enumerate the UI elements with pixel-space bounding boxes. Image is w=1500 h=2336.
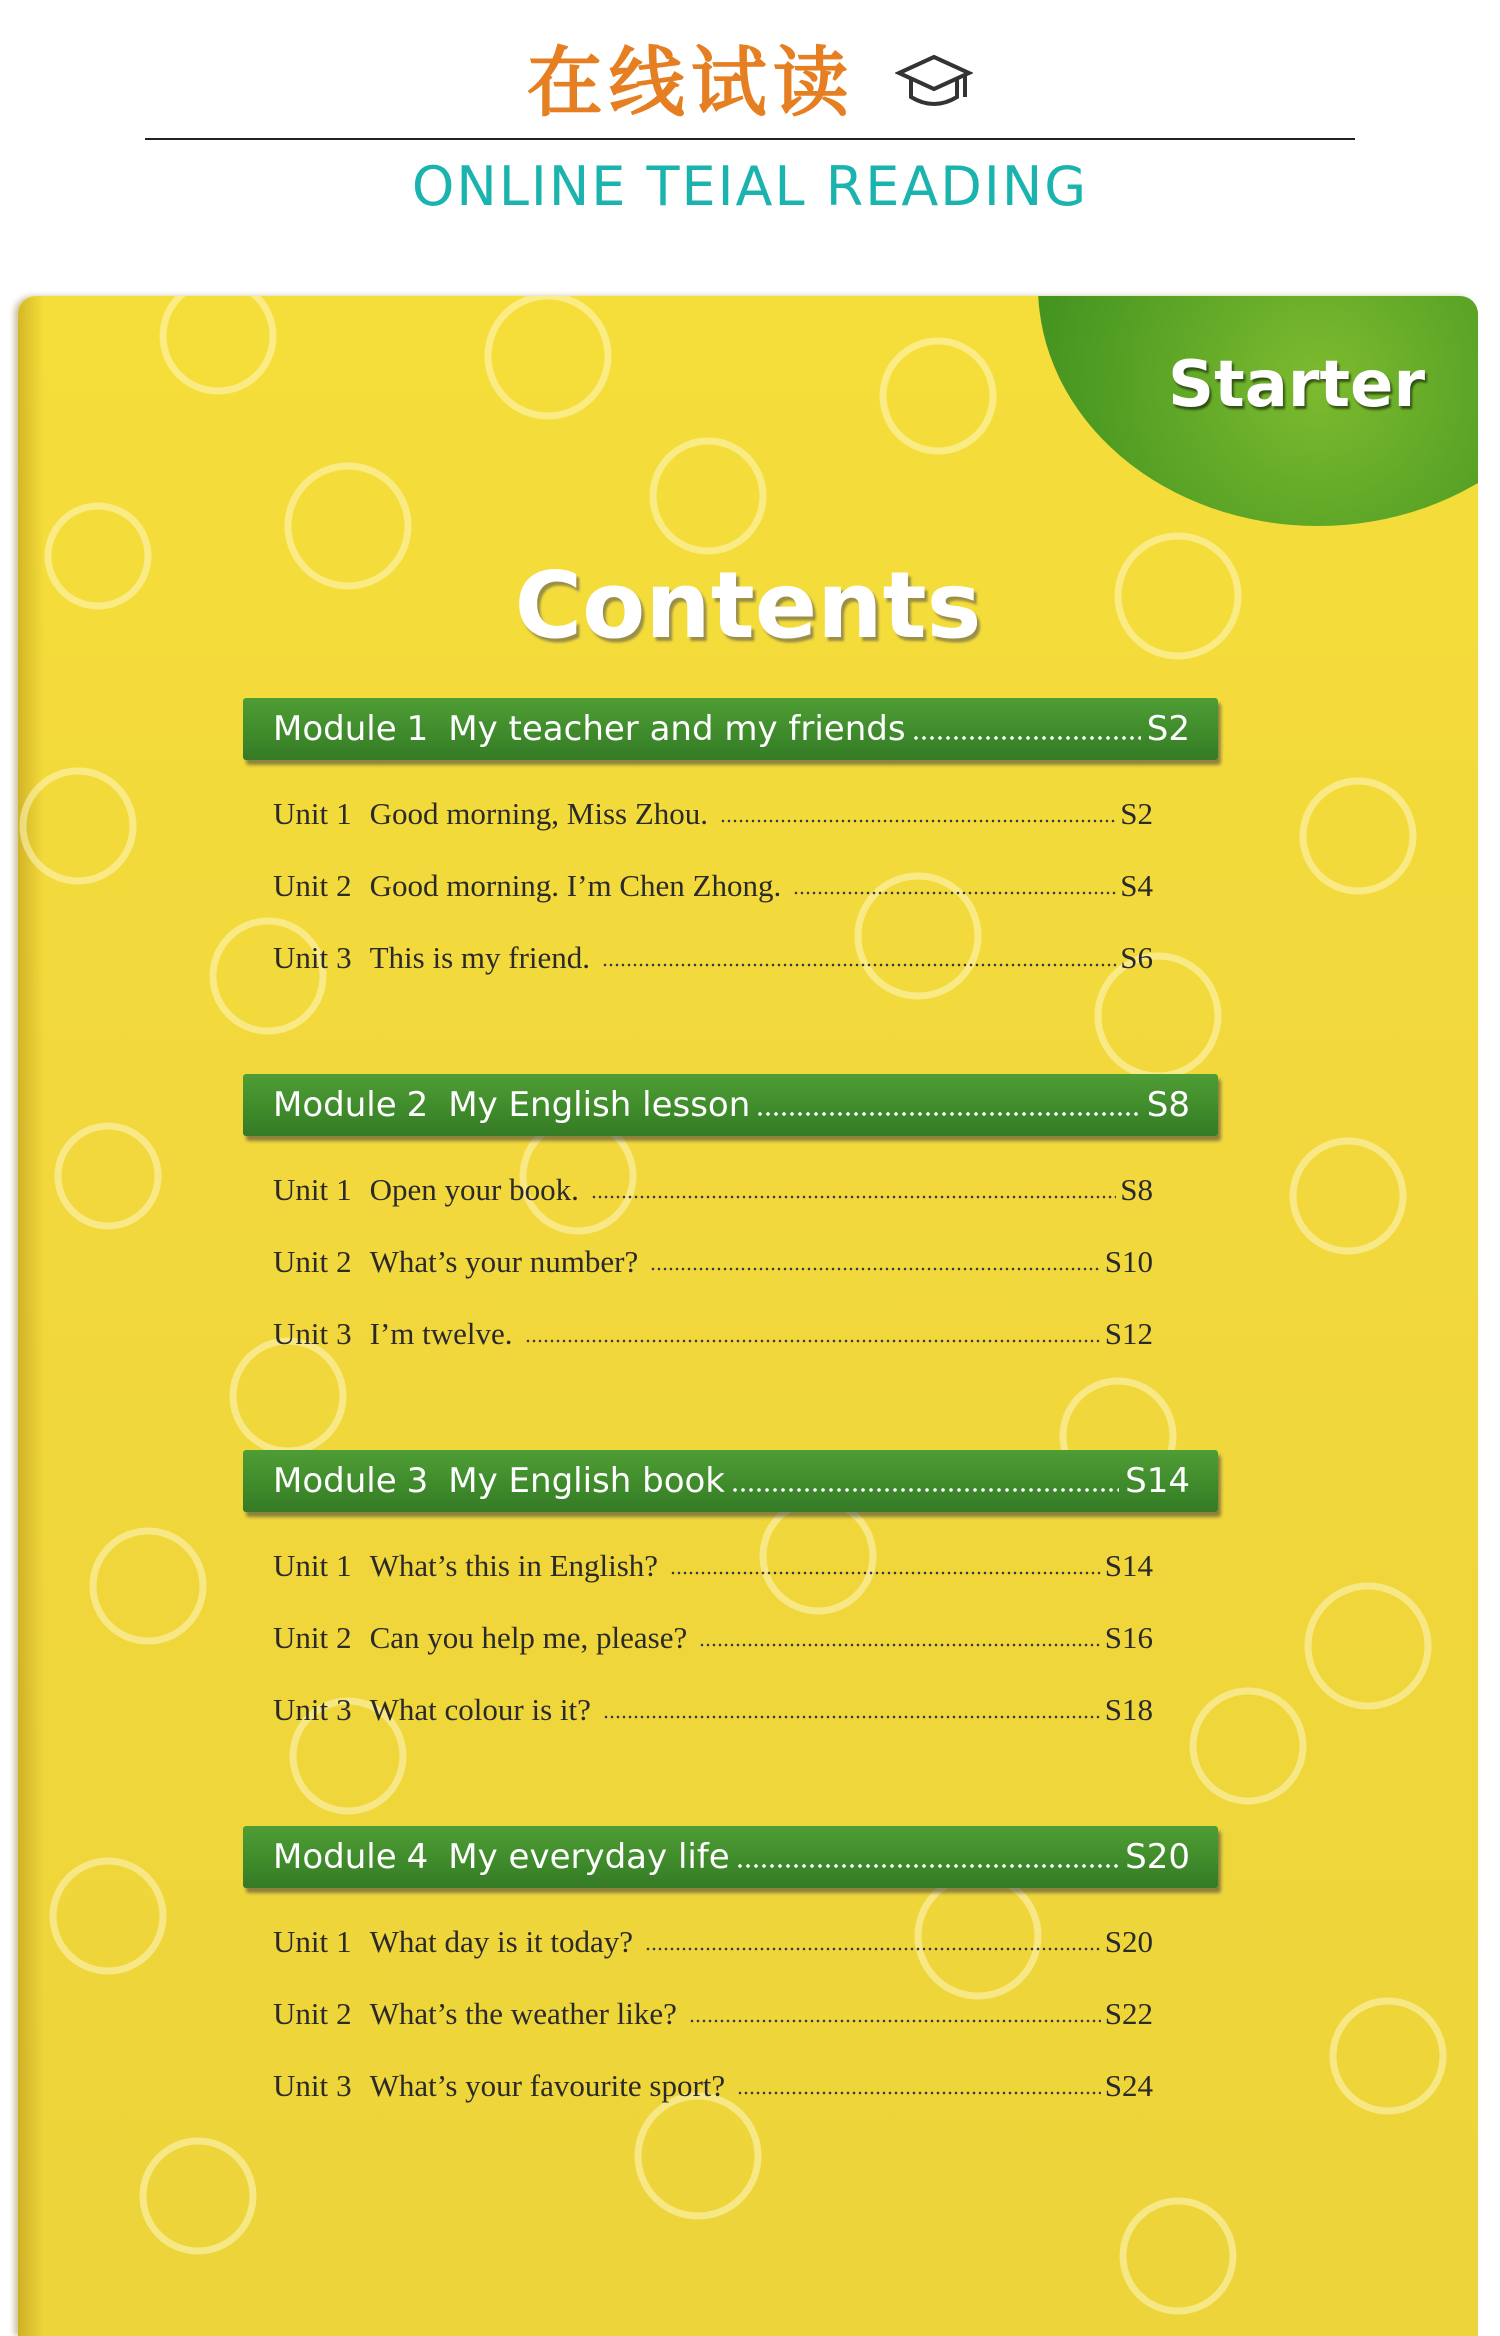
unit-label: Unit <box>273 1316 329 1351</box>
leader-dots <box>670 1566 1101 1576</box>
module-page-number: S8 <box>1146 1085 1190 1125</box>
module-title: My English book <box>448 1461 725 1501</box>
leader-dots <box>591 1190 1116 1200</box>
unit-entry[interactable] <box>243 1136 1153 1208</box>
book-contents-page <box>18 296 1478 2336</box>
unit-entry[interactable] <box>243 1512 1153 1584</box>
module-label: Module <box>273 1837 397 1877</box>
unit-label: Unit <box>273 1548 329 1583</box>
unit-title: What’s your favourite sport? <box>369 2068 726 2103</box>
module-title: My everyday life <box>448 1837 730 1877</box>
unit-label: Unit <box>273 940 329 975</box>
module-number: 4 <box>406 1837 429 1877</box>
unit-number: 3 <box>336 940 352 975</box>
module-heading[interactable] <box>243 1450 1218 1512</box>
module-label: Module <box>273 1461 397 1501</box>
unit-entry[interactable] <box>243 1584 1153 1656</box>
module-title: My teacher and my friends <box>448 709 906 749</box>
module-heading[interactable] <box>243 1074 1218 1136</box>
unit-number: 2 <box>336 868 352 903</box>
unit-label: Unit <box>273 1172 329 1207</box>
unit-page-number: S24 <box>1104 2068 1153 2103</box>
leader-dots <box>720 814 1116 824</box>
unit-title: Good morning, Miss Zhou. <box>369 796 709 831</box>
unit-title: Good morning. I’m Chen Zhong. <box>369 868 782 903</box>
online-reading-title <box>0 22 1500 133</box>
unit-page-number: S2 <box>1120 796 1153 831</box>
unit-entry[interactable] <box>243 2032 1153 2104</box>
unit-title: What’s this in English? <box>369 1548 659 1583</box>
module-section <box>243 1826 1218 2104</box>
module-number: 3 <box>406 1461 429 1501</box>
unit-page-number: S18 <box>1104 1692 1153 1727</box>
unit-title: This is my friend. <box>369 940 591 975</box>
leader-dots <box>699 1638 1100 1648</box>
graduation-cap-icon <box>895 44 973 133</box>
module-title: My English lesson <box>448 1085 751 1125</box>
module-section <box>243 1074 1218 1352</box>
unit-number: 1 <box>336 1924 352 1959</box>
unit-page-number: S22 <box>1104 1996 1153 2031</box>
leader-dots <box>650 1262 1101 1272</box>
unit-entry[interactable] <box>243 1280 1153 1352</box>
leader-dots <box>525 1334 1101 1344</box>
leader-dots <box>603 1710 1101 1720</box>
unit-page-number: S10 <box>1104 1244 1153 1279</box>
unit-number: 2 <box>336 1996 352 2031</box>
unit-page-number: S8 <box>1120 1172 1153 1207</box>
leader-dots <box>736 1844 1119 1870</box>
module-heading[interactable] <box>243 1826 1218 1888</box>
unit-page-number: S6 <box>1120 940 1153 975</box>
module-number: 2 <box>406 1085 429 1125</box>
unit-title: What day is it today? <box>369 1924 634 1959</box>
online-reading-subtitle: ONLINE TEIAL READING <box>411 155 1089 218</box>
unit-entry[interactable] <box>243 904 1153 976</box>
leader-dots <box>602 958 1116 968</box>
unit-label: Unit <box>273 2068 329 2103</box>
unit-title: I’m twelve. <box>369 1316 513 1351</box>
unit-label: Unit <box>273 1924 329 1959</box>
module-number: 1 <box>406 709 429 749</box>
leader-dots <box>912 716 1141 742</box>
unit-page-number: S4 <box>1120 868 1153 903</box>
module-label: Module <box>273 709 397 749</box>
module-section <box>243 698 1218 976</box>
leader-dots <box>737 2086 1101 2096</box>
module-label: Module <box>273 1085 397 1125</box>
unit-entry[interactable] <box>243 832 1153 904</box>
unit-page-number: S12 <box>1104 1316 1153 1351</box>
unit-number: 1 <box>336 796 352 831</box>
unit-title: What colour is it? <box>369 1692 591 1727</box>
header-divider <box>145 138 1355 140</box>
leader-dots <box>689 2014 1101 2024</box>
unit-number: 3 <box>336 1316 352 1351</box>
unit-entry[interactable] <box>243 760 1153 832</box>
unit-number: 2 <box>336 1620 352 1655</box>
unit-number: 1 <box>336 1548 352 1583</box>
unit-label: Unit <box>273 796 329 831</box>
online-reading-title-text: 在线试读 <box>526 38 855 127</box>
module-page-number: S14 <box>1125 1461 1190 1501</box>
unit-title: Can you help me, please? <box>369 1620 688 1655</box>
module-heading[interactable] <box>243 698 1218 760</box>
leader-dots <box>793 886 1116 896</box>
unit-page-number: S20 <box>1104 1924 1153 1959</box>
unit-label: Unit <box>273 1244 329 1279</box>
module-section <box>243 1450 1218 1728</box>
leader-dots <box>731 1468 1119 1494</box>
contents-heading: Contents <box>514 552 982 659</box>
unit-page-number: S16 <box>1104 1620 1153 1655</box>
leader-dots <box>645 1942 1101 1952</box>
unit-label: Unit <box>273 1620 329 1655</box>
module-page-number: S2 <box>1146 709 1190 749</box>
unit-title: Open your book. <box>369 1172 579 1207</box>
unit-entry[interactable] <box>243 1960 1153 2032</box>
unit-entry[interactable] <box>243 1888 1153 1960</box>
unit-number: 3 <box>336 2068 352 2103</box>
unit-title: What’s your number? <box>369 1244 639 1279</box>
module-page-number: S20 <box>1125 1837 1190 1877</box>
starter-label: Starter <box>1168 348 1425 422</box>
unit-page-number: S14 <box>1104 1548 1153 1583</box>
unit-title: What’s the weather like? <box>369 1996 677 2031</box>
unit-label: Unit <box>273 1996 329 2031</box>
unit-entry[interactable] <box>243 1208 1153 1280</box>
leader-dots <box>756 1092 1141 1118</box>
unit-number: 3 <box>336 1692 352 1727</box>
unit-label: Unit <box>273 1692 329 1727</box>
unit-number: 2 <box>336 1244 352 1279</box>
unit-number: 1 <box>336 1172 352 1207</box>
unit-label: Unit <box>273 868 329 903</box>
unit-entry[interactable] <box>243 1656 1153 1728</box>
